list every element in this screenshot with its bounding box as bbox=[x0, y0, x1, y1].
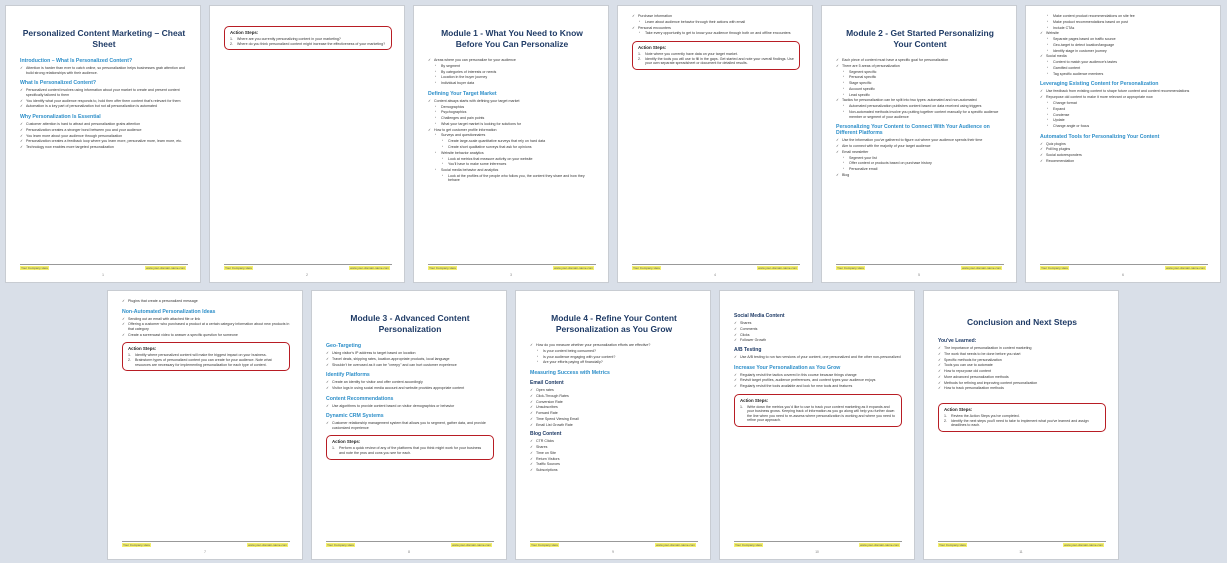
list bbox=[1040, 142, 1208, 164]
list-item: ✓ CTR Clicks bbox=[530, 439, 698, 444]
list-item: ✓ Customer relationship management system that allows you to segment, gather data, and provide customized experience bbox=[326, 421, 494, 430]
page-10 bbox=[719, 290, 915, 560]
page-5 bbox=[821, 5, 1017, 283]
page-1 bbox=[5, 5, 201, 283]
list-item: ▪ Look at metrics that measure activity on your website bbox=[442, 157, 596, 162]
step-text: Identify the next steps you'll need to take to implement what you've learned and assign deadlines to each. bbox=[951, 418, 1089, 428]
step-text: Perform a quick review of any of the platforms that you think might work for your business and note the pros and cons you see for each. bbox=[339, 446, 482, 455]
footer-url[interactable]: www.your-domain-name.com bbox=[554, 266, 593, 270]
action-step bbox=[332, 446, 488, 455]
page-9 bbox=[515, 290, 711, 560]
section-heading: Geo-Targeting bbox=[326, 343, 362, 349]
list-item: ▪ Social media behavior and analytics bbox=[435, 168, 596, 173]
list-item: ▪ Challenges and pain points bbox=[435, 116, 596, 121]
footer-url[interactable]: www.your-domain-name.com bbox=[860, 543, 899, 547]
list-item: ✓ How to get customer profile information bbox=[428, 128, 596, 133]
page-title: Module 2 - Get Started Personalizing Your Content bbox=[846, 28, 994, 49]
page-number: 9 bbox=[612, 550, 614, 554]
list-item: ✓ Create a screencast video to answer a specific question for someone bbox=[122, 333, 290, 338]
list-item: ✓ Shouldn't be overused as it can be "creepy" and can hurt customer experience bbox=[326, 363, 494, 368]
step-number: 1. bbox=[944, 414, 947, 419]
footer-rule bbox=[1040, 264, 1208, 265]
footer-company: Your Company Here bbox=[735, 543, 763, 547]
list bbox=[530, 343, 698, 365]
section-heading: What Is Personalized Content? bbox=[20, 80, 97, 87]
footer-url[interactable]: www.your-domain-name.com bbox=[1064, 543, 1103, 547]
list-item: ▪ Are your efforts paying off financially? bbox=[537, 360, 698, 365]
list bbox=[530, 439, 698, 473]
page-11 bbox=[923, 290, 1119, 560]
list bbox=[734, 373, 902, 389]
step-text: Write down the metrics you'd like to use to track your content marketing as it expands and your business grows. Keeping track of information as you go along will help you further down the line when you need to re-assess where personalization is working and where you need to refine your approach. bbox=[747, 404, 896, 423]
page-number: 3 bbox=[510, 273, 512, 277]
list-item: ▪ By segment bbox=[435, 64, 596, 69]
action-steps-title: Action Steps: bbox=[230, 30, 259, 35]
footer-company: Your Company Here bbox=[123, 543, 151, 547]
list-item: ✓ Travel deals, shipping rates, location-appropriate products, local language bbox=[326, 357, 494, 362]
list-item: ✓ Clicks bbox=[734, 333, 902, 338]
list-item: ▪ Take every opportunity to get to know your audience through both on and offline encounters bbox=[639, 31, 800, 36]
list-item: ▪ Psychographics bbox=[435, 110, 596, 115]
step-number: 1. bbox=[740, 404, 743, 409]
list-item: ✓ Quiz plugins bbox=[1040, 142, 1208, 147]
list-item: ✓ Revisit target profiles, audience preferences, and content types your audience enjoys bbox=[734, 378, 902, 383]
list-item: ▪ Create large-scale quantitative surveys that rely on hard data bbox=[442, 139, 596, 144]
footer-url[interactable]: www.your-domain-name.com bbox=[1166, 266, 1205, 270]
list bbox=[734, 321, 902, 343]
page-6 bbox=[1025, 5, 1221, 283]
list bbox=[1040, 89, 1208, 128]
list-item: ✓ Regularly revisit the tools available and look for new tools and features bbox=[734, 384, 902, 389]
list bbox=[326, 404, 494, 409]
list-item: ✓ How do you measure whether your personalization efforts are effective? bbox=[530, 343, 698, 348]
action-step bbox=[230, 42, 386, 47]
list-item: ▪ Content to match your audience's tastes bbox=[1047, 60, 1208, 65]
list-item: ▪ Make product recommendations based on post bbox=[1047, 20, 1208, 25]
footer-rule bbox=[122, 541, 290, 542]
page-number: 4 bbox=[714, 273, 716, 277]
numbered-list bbox=[944, 414, 1100, 428]
list bbox=[428, 99, 596, 183]
list-item: ✓ Each piece of content must have a specific goal for personalization bbox=[836, 58, 1004, 63]
footer-url[interactable]: www.your-domain-name.com bbox=[656, 543, 695, 547]
footer-company: Your Company Here bbox=[225, 266, 253, 270]
list-item: ✓ Content always starts with defining your target market bbox=[428, 99, 596, 104]
list-item: ▪ Expand bbox=[1047, 107, 1208, 112]
section-heading: Defining Your Target Market bbox=[428, 90, 497, 97]
list bbox=[836, 58, 1004, 119]
list-item: ✓ Using visitor's IP address to target based on location bbox=[326, 351, 494, 356]
list-item: ▪ Is your content being consumed? bbox=[537, 349, 698, 354]
footer-rule bbox=[224, 264, 392, 265]
footer-company: Your Company Here bbox=[327, 543, 355, 547]
list bbox=[632, 14, 800, 36]
footer-rule bbox=[734, 541, 902, 542]
page-title: Module 1 - What You Need to Know Before You Can Personalize bbox=[441, 28, 583, 49]
action-steps-title: Action Steps: bbox=[740, 397, 769, 403]
list bbox=[122, 317, 290, 338]
list-item: ✓ Tactics for personalization can be split into two types: automated and non-automated bbox=[836, 98, 1004, 103]
list-item: ✓ Methods for refining and improving content personalization bbox=[938, 381, 1106, 386]
subheading: Email Content bbox=[530, 379, 564, 386]
list-item: ▪ Website behavior analytics bbox=[435, 151, 596, 156]
list-item: ✓ Visitor logs in using social media account and website provides appropriate content bbox=[326, 386, 494, 391]
list-item: ✓ You identify what your audience responds to, hold then offer them content that's relevant for them bbox=[20, 99, 188, 104]
footer-company: Your Company Here bbox=[429, 266, 457, 270]
section-heading: Non-Automated Personalization Ideas bbox=[122, 308, 216, 315]
numbered-list bbox=[740, 405, 896, 423]
section-heading: Why Personalization Is Essential bbox=[20, 113, 101, 120]
list-item: ▪ Tag specific audience members bbox=[1047, 72, 1208, 77]
page-4 bbox=[617, 5, 813, 283]
action-steps-title: Action Steps: bbox=[332, 439, 361, 445]
list-item: ▪ Automated personalization publishes content based on data received using triggers bbox=[843, 104, 1004, 109]
list-item: ✓ Traffic Sources bbox=[530, 462, 698, 467]
list-item: ✓ Specific methods for personalization bbox=[938, 358, 1106, 363]
list-item: ✓ Tools you can use to automate bbox=[938, 363, 1106, 368]
list-item: ✓ Website bbox=[1040, 31, 1208, 36]
page-number: 2 bbox=[306, 273, 308, 277]
list-item: ✓ Follower Growth bbox=[734, 338, 902, 343]
section-heading: Leveraging Existing Content for Personalization bbox=[1040, 81, 1159, 88]
page-number: 8 bbox=[408, 550, 410, 554]
footer-rule bbox=[20, 264, 188, 265]
page-number: 7 bbox=[204, 550, 206, 554]
section-heading: Personalizing Your Content to Connect With Your Audience on Different Platforms bbox=[836, 124, 990, 137]
footer-rule bbox=[938, 541, 1106, 542]
step-text: Brainstorm types of personalized content you can create for your audience. Note what resources are necessary for implementing personalization for each type of content. bbox=[135, 357, 272, 367]
list-item: ▪ Segment your list bbox=[843, 156, 1004, 161]
step-number: 2. bbox=[128, 357, 131, 362]
footer-company: Your Company Here bbox=[21, 266, 49, 270]
subheading: A/B Testing bbox=[734, 346, 762, 353]
list-item: ✓ The work that needs to be done before you start bbox=[938, 352, 1106, 357]
list-item: ▪ Identify stage in customer journey bbox=[1047, 49, 1208, 54]
step-text: Where are you currently personalizing content in your marketing? bbox=[237, 37, 341, 41]
subheading: Blog Content bbox=[530, 431, 562, 438]
footer-company: Your Company Here bbox=[837, 266, 865, 270]
section-heading: Increase Your Personalization as You Grow bbox=[734, 364, 841, 371]
page-number: 10 bbox=[815, 550, 819, 554]
step-text: Review the Action Steps you've completed. bbox=[951, 414, 1020, 419]
section-heading: Automated Tools for Personalizing Your Content bbox=[1040, 133, 1160, 140]
footer-url[interactable]: www.your-domain-name.com bbox=[350, 266, 389, 270]
section-heading: Content Recommendations bbox=[326, 395, 394, 402]
list-item: ✓ Attention is harder than ever to catch online, so personalization helps businesses grab attention and build strong relationships with their audience. bbox=[20, 66, 188, 75]
list-item: ✓ The importance of personalization in content marketing bbox=[938, 346, 1106, 351]
list-item: ✓ Sending out an email with attached file or link bbox=[122, 317, 290, 322]
section-heading: Identify Platforms bbox=[326, 372, 370, 379]
page-title: Module 3 - Advanced Content Personalization bbox=[350, 313, 470, 334]
list-item: ▪ Stage specific bbox=[843, 81, 1004, 86]
footer-url[interactable]: www.your-domain-name.com bbox=[248, 543, 287, 547]
action-step bbox=[638, 57, 794, 66]
action-steps-box bbox=[326, 435, 494, 459]
list-item: ▪ Non-automated methods involve you putting together content manually for a specific audience member or segment of your audience bbox=[843, 110, 1004, 119]
list-item: ▪ Location in the buyer journey bbox=[435, 75, 596, 80]
page-7 bbox=[107, 290, 303, 560]
list-item: ✓ Recommendation bbox=[1040, 159, 1208, 164]
action-step bbox=[740, 405, 896, 423]
page-3 bbox=[413, 5, 609, 283]
footer-rule bbox=[530, 541, 698, 542]
list-item: ✓ Shares bbox=[530, 445, 698, 450]
numbered-list bbox=[638, 52, 794, 66]
step-number: 1. bbox=[128, 353, 131, 358]
step-number: 1. bbox=[332, 446, 335, 451]
list-item: ▪ You'll have to make some inferences bbox=[442, 162, 596, 167]
numbered-list bbox=[332, 446, 488, 455]
page-title: Personalized Content Marketing – Cheat Sheet bbox=[22, 28, 186, 49]
list-item: ✓ How to repurpose old content bbox=[938, 369, 1106, 374]
list-item: ✓ Forward Rate bbox=[530, 411, 698, 416]
list-item: ▪ Condense bbox=[1047, 113, 1208, 118]
list-item: ✓ Repurpose old content to make it more relevant or appropriate now bbox=[1040, 95, 1208, 100]
page-number: 6 bbox=[1122, 273, 1124, 277]
list-item: ▪ Change angle or focus bbox=[1047, 124, 1208, 129]
footer-company: Your Company Here bbox=[939, 543, 967, 547]
action-steps-box bbox=[224, 26, 392, 50]
list-item: ▪ Account specific bbox=[843, 87, 1004, 92]
list bbox=[530, 388, 698, 427]
list-item: ✓ Shares bbox=[734, 321, 902, 326]
step-text: Identify where personalized content will make the biggest impact on your business. bbox=[135, 353, 267, 358]
list-item: ✓ Conversion Rate bbox=[530, 400, 698, 405]
section-heading: Measuring Success with Metrics bbox=[530, 369, 610, 376]
list-item: ✓ Social autoresponders bbox=[1040, 153, 1208, 158]
list-item: ▪ What your target market is looking for solutions for bbox=[435, 122, 596, 127]
footer-url[interactable]: www.your-domain-name.com bbox=[452, 543, 491, 547]
list-item: ✓ More advanced personalization methods bbox=[938, 375, 1106, 380]
list-item: ▪ Segment specific bbox=[843, 70, 1004, 75]
list-item: ▪ Personal specific bbox=[843, 75, 1004, 80]
footer-url[interactable]: www.your-domain-name.com bbox=[962, 266, 1001, 270]
list-item: ✓ Click-Through Rates bbox=[530, 394, 698, 399]
list-item: ▪ Look at the profiles of the people who follow you, the content they share and how they behave bbox=[442, 174, 596, 183]
list-item: ▪ Offer content or products based on purchase history bbox=[843, 161, 1004, 166]
step-number: 1. bbox=[638, 51, 641, 56]
footer-rule bbox=[428, 264, 596, 265]
list-item: ✓ Subscriptions bbox=[530, 468, 698, 473]
page-title: Module 4 - Refine Your Content Personalization as You Grow bbox=[551, 313, 677, 334]
action-step bbox=[944, 419, 1100, 428]
step-number: 2. bbox=[638, 56, 641, 61]
list bbox=[326, 351, 494, 367]
section-heading: Introduction – What Is Personalized Content? bbox=[20, 58, 133, 64]
list bbox=[734, 355, 902, 360]
list-item: ▪ Is your audience engaging with your content? bbox=[537, 355, 698, 360]
numbered-list bbox=[128, 353, 284, 367]
list-item: ▪ Personalize email bbox=[843, 167, 1004, 172]
list-item: ✓ Social media bbox=[1040, 54, 1208, 59]
page-2 bbox=[209, 5, 405, 283]
list-item: ✓ Personalization creates a stronger bond between you and your audience bbox=[20, 128, 188, 133]
list-item: ▪ Learn about audience behavior through their actions with email bbox=[639, 20, 800, 25]
list-item: ✓ Offering a customer who purchased a product at a certain category information about new products in that category bbox=[122, 322, 290, 331]
list-item: ✓ Use algorithms to provide content based on visitor demographics or behavior bbox=[326, 404, 494, 409]
page-title: Conclusion and Next Steps bbox=[966, 317, 1078, 327]
footer-company: Your Company Here bbox=[531, 543, 559, 547]
list bbox=[326, 380, 494, 390]
action-steps-title: Action Steps: bbox=[944, 407, 973, 413]
list-item: ▪ Include CTAs bbox=[1047, 26, 1208, 31]
page-number: 11 bbox=[1019, 550, 1023, 554]
list-item: ▪ Individual buyer data bbox=[435, 81, 596, 86]
list-item: ✓ Email newsletter bbox=[836, 150, 1004, 155]
list-item: ✓ Use feedback from existing content to shape future content and content recommendations bbox=[1040, 89, 1208, 94]
list bbox=[20, 122, 188, 150]
list bbox=[836, 138, 1004, 177]
action-step bbox=[128, 358, 284, 367]
subheading: You've Learned: bbox=[938, 338, 977, 344]
footer-rule bbox=[326, 541, 494, 542]
list-item: ✓ Areas where you can personalize for your audience bbox=[428, 58, 596, 63]
step-number: 2. bbox=[944, 418, 947, 423]
list-item: ▪ Surveys and questionnaires bbox=[435, 133, 596, 138]
list-item: ✓ Blog bbox=[836, 173, 1004, 178]
list-item: ✓ Time on Site bbox=[530, 451, 698, 456]
list-item: ▪ Update bbox=[1047, 118, 1208, 123]
list-item: ✓ Unsubscribes bbox=[530, 405, 698, 410]
list-item: ✓ Use A/B testing to run two versions of your content, one personalized and the other non-personalized bbox=[734, 355, 902, 360]
action-steps-title: Action Steps: bbox=[638, 44, 667, 50]
list-item: ✓ Return Visitors bbox=[530, 457, 698, 462]
step-number: 1. bbox=[230, 37, 233, 41]
list-item: ✓ Email List Growth Rate bbox=[530, 423, 698, 428]
action-steps-box bbox=[632, 41, 800, 70]
list-item: ✓ Open rates bbox=[530, 388, 698, 393]
list-item: ✓ Aim to connect with the majority of your target audience bbox=[836, 144, 1004, 149]
list-item: ▪ Change format bbox=[1047, 101, 1208, 106]
list-item: ▪ Gamified content bbox=[1047, 66, 1208, 71]
footer-company: Your Company Here bbox=[633, 266, 661, 270]
page-number: 5 bbox=[918, 273, 920, 277]
section-heading: Dynamic CRM Systems bbox=[326, 413, 384, 420]
step-text: Identify the tools you will use to fill in the gaps. Get started and note your overall findings. Use your own separate spreadsheet or document for detailed results. bbox=[645, 56, 794, 66]
subheading: Social Media Content bbox=[734, 313, 785, 319]
list-item: ✓ Personalization creates a feedback loop where you learn more, personalize more, learn more, etc. bbox=[20, 139, 188, 144]
list-item: ▪ Geo-target to detect location/language bbox=[1047, 43, 1208, 48]
list-item: ✓ How to track personalization methods bbox=[938, 386, 1106, 391]
list-item: ✓ Customer attention is hard to attract and personalization grabs attention bbox=[20, 122, 188, 127]
action-steps-box bbox=[734, 394, 902, 427]
footer-company: Your Company Here bbox=[1041, 266, 1069, 270]
list-item: ✓ Regularly revisit the tactics covered in this course because things change bbox=[734, 373, 902, 378]
step-text: Where do you think personalized content might increase the effectiveness of your marketing? bbox=[237, 41, 386, 46]
list bbox=[20, 88, 188, 109]
list bbox=[122, 299, 290, 304]
step-text: Note where you currently have data on your target market. bbox=[645, 51, 738, 56]
list-item: ✓ Create an identity for visitor and offer content accordingly bbox=[326, 380, 494, 385]
list-item: ✓ Personal encounters bbox=[632, 26, 800, 31]
list-item: ▪ Make content product recommendations on site fee bbox=[1047, 14, 1208, 19]
list bbox=[428, 58, 596, 63]
page-8 bbox=[311, 290, 507, 560]
list-item: ✓ Personalized content involves using information about your market to create and present content specifically tailored to them bbox=[20, 88, 188, 97]
footer-url[interactable]: www.your-domain-name.com bbox=[758, 266, 797, 270]
list bbox=[428, 64, 596, 86]
footer-rule bbox=[632, 264, 800, 265]
list-item: ✓ Poll/ing plugins bbox=[1040, 147, 1208, 152]
footer-url[interactable]: www.your-domain-name.com bbox=[146, 266, 185, 270]
action-steps-title: Action Steps: bbox=[128, 346, 157, 352]
list-item: ▪ Create short qualitative surveys that ask for opinions bbox=[442, 145, 596, 150]
list bbox=[1040, 14, 1208, 76]
list-item: ✓ Plugins that create a personalized message bbox=[122, 299, 290, 304]
list-item: ✓ Use the information you've gathered to figure out where your audience spends their time bbox=[836, 138, 1004, 143]
list bbox=[20, 66, 188, 75]
list-item: ✓ Comments bbox=[734, 327, 902, 332]
list-item: ✓ You learn more about your audience through personalization bbox=[20, 134, 188, 139]
numbered-list bbox=[230, 37, 386, 46]
action-steps-box bbox=[938, 403, 1106, 432]
list-item: ✓ Automation is a key part of personalization but not all personalization is automated bbox=[20, 104, 188, 109]
list-item: ✓ Technology now enables more targeted personalization bbox=[20, 145, 188, 150]
action-steps-box bbox=[122, 342, 290, 371]
list-item: ✓ Time Spend Viewing Email bbox=[530, 417, 698, 422]
step-number: 2. bbox=[230, 41, 233, 46]
list-item: ▪ Lead specific bbox=[843, 93, 1004, 98]
list-item: ▪ Demographics bbox=[435, 105, 596, 110]
list bbox=[938, 346, 1106, 391]
list-item: ▪ By categories of interests or needs bbox=[435, 70, 596, 75]
footer-rule bbox=[836, 264, 1004, 265]
page-number: 1 bbox=[102, 273, 104, 277]
list-item: ✓ Purchase information bbox=[632, 14, 800, 19]
list-item: ✓ There are 5 areas of personalization bbox=[836, 64, 1004, 69]
list-item: ▪ Separate pages based on traffic source bbox=[1047, 37, 1208, 42]
list bbox=[326, 421, 494, 430]
